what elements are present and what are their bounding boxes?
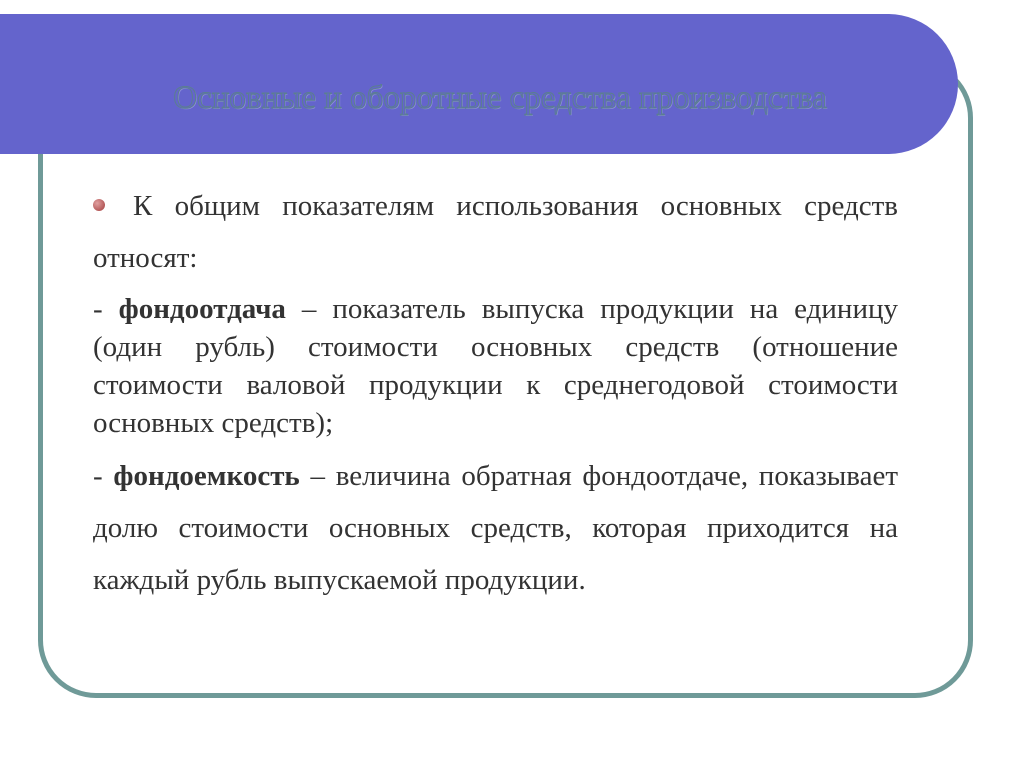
item-prefix: -: [93, 460, 103, 492]
definition-fondoemkost: [93, 450, 898, 606]
bullet-icon: [93, 199, 105, 211]
term-fondootdacha: фондоотдача: [118, 293, 286, 325]
definition-fondootdacha: [93, 290, 898, 442]
item-prefix: -: [93, 293, 103, 325]
definition-text: – величина обратная фондоотдаче, показывает долю стоимости основных средств, которая приходится на каждый рубль выпускаемой продукции.: [93, 460, 899, 596]
term-fondoemkost: фондоемкость: [113, 460, 300, 492]
definition-text: – показатель выпуска продукции на единицу (один рубль) стоимости основных средств (отношение стоимости валовой продукции к среднегодовой стоимости основных средств);: [93, 293, 898, 439]
intro-text: К общим показателям использования основных средств относят:: [93, 190, 898, 274]
slide-body: [93, 180, 898, 606]
intro-paragraph: [93, 180, 898, 284]
slide-title: Основные и оборотные средства производства: [173, 80, 827, 116]
